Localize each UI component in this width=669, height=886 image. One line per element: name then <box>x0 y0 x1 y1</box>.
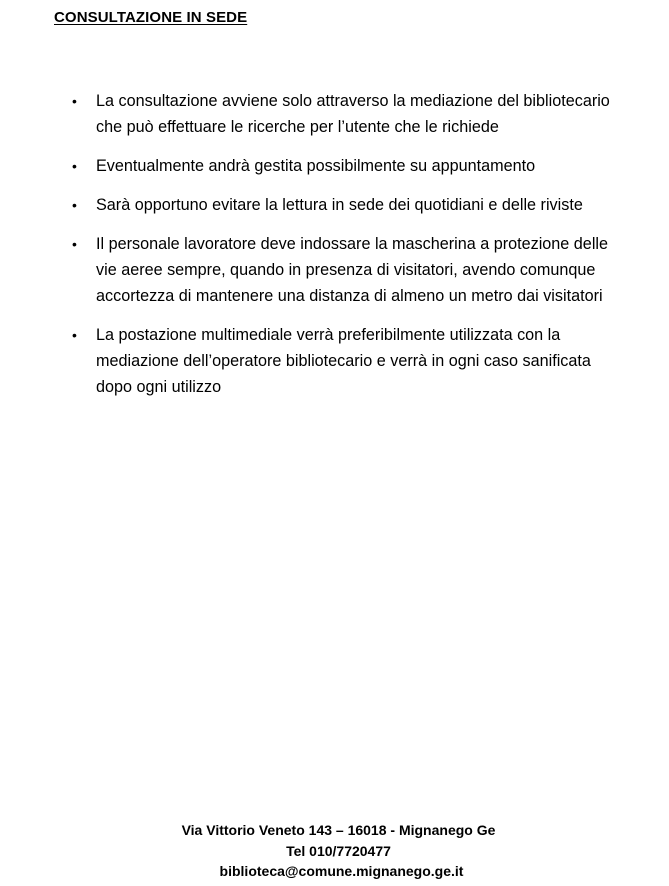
footer-phone: Tel 010/7720477 <box>286 842 391 859</box>
list-item-text: Eventualmente andrà gestita possibilmente su appuntamento <box>96 157 536 175</box>
list-item <box>70 88 610 140</box>
bullet-icon: • <box>72 236 77 252</box>
bullet-icon: • <box>72 327 77 343</box>
section-heading: CONSULTAZIONE IN SEDE <box>54 9 248 26</box>
bullet-icon: • <box>72 158 77 174</box>
footer <box>0 820 669 882</box>
list-item <box>70 231 610 309</box>
guidelines-list <box>70 88 610 413</box>
list-item <box>70 322 610 400</box>
footer-email: biblioteca@comune.mignanego.ge.it <box>219 863 464 879</box>
list-item-text: Sarà opportuno evitare la lettura in sede dei quotidiani e delle riviste <box>96 196 583 214</box>
bullet-icon: • <box>72 197 77 213</box>
footer-address: Via Vittorio Veneto 143 – 16018 - Mignanego Ge <box>181 822 496 838</box>
list-item <box>70 153 610 179</box>
bullet-icon: • <box>72 93 77 109</box>
list-item-text: La consultazione avviene solo attraverso la mediazione del bibliotecario che può effettuare le ricerche per l’utente che le richiede <box>96 92 610 136</box>
list-item <box>70 192 610 218</box>
list-item-text: Il personale lavoratore deve indossare la mascherina a protezione delle vie aeree sempre, quando in presenza di visitatori, avendo comunque accortezza di mantenere una distanza di almeno un metro dai visitatori <box>96 235 609 305</box>
list-item-text: La postazione multimediale verrà preferibilmente utilizzata con la mediazione dell’operatore bibliotecario e verrà in ogni caso sanificata dopo ogni utilizzo <box>96 326 591 396</box>
